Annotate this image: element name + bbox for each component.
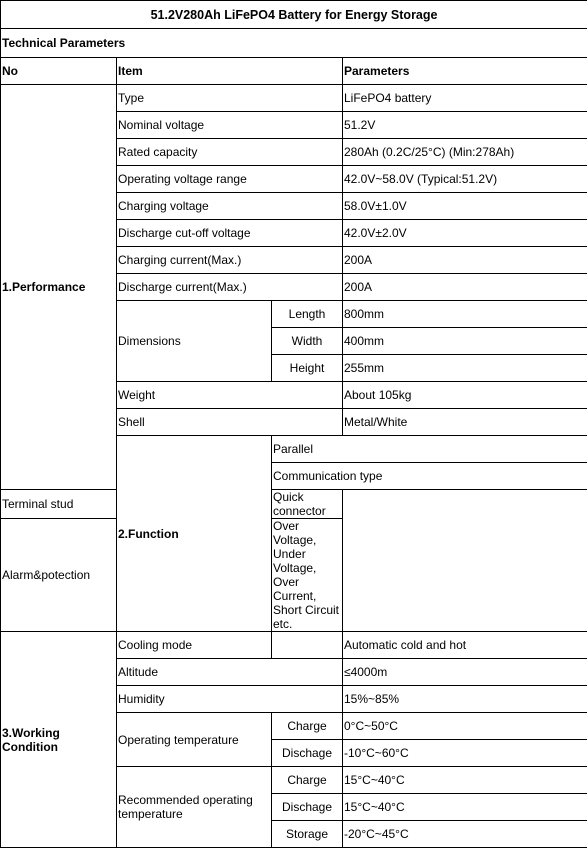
value-charging-voltage: 58.0V±1.0V [343,193,587,220]
value-terminal-stud: Quick connector [272,490,343,519]
item-rated-capacity: Rated capacity [117,139,343,166]
value-cooling-mode: Automatic cold and hot [343,632,587,659]
item-operating-temperature: Operating temperature [117,713,272,767]
group-function: 2.Function [117,436,272,632]
header-item: Item [117,58,343,85]
value-discharge-cutoff-voltage: 42.0V±2.0V [343,220,587,247]
subitem-operating-discharge: Dischage [272,740,343,767]
item-charging-voltage: Charging voltage [117,193,343,220]
value-discharge-current: 200A [343,274,587,301]
item-nominal-voltage: Nominal voltage [117,112,343,139]
value-recommended-charge: 15°C~40°C [343,767,587,794]
item-charging-current: Charging current(Max.) [117,247,343,274]
subitem-length: Length [272,301,343,328]
document-title: 51.2V280Ah LiFePO4 Battery for Energy Storage [1,1,587,29]
subitem-recommended-charge: Charge [272,767,343,794]
value-alarm-protection: Over Voltage, Under Voltage, Over Current, Short Circuit etc. [272,519,343,632]
value-type: LiFePO4 battery [343,85,587,112]
group-performance: 1.Performance [1,85,117,490]
value-nominal-voltage: 51.2V [343,112,587,139]
value-operating-discharge: -10°C~60°C [343,740,587,767]
item-cooling-mode: Cooling mode [117,632,272,659]
value-operating-charge: 0°C~50°C [343,713,587,740]
item-humidity: Humidity [117,686,343,713]
subitem-recommended-storage: Storage [272,821,343,848]
value-rated-capacity: 280Ah (0.2C/25°C) (Min:278Ah) [343,139,587,166]
item-discharge-current: Discharge current(Max.) [117,274,343,301]
value-height: 255mm [343,355,587,382]
value-recommended-storage: -20°C~45°C [343,821,587,848]
item-type: Type [117,85,343,112]
value-length: 800mm [343,301,587,328]
value-recommended-discharge: 15°C~40°C [343,794,587,821]
subitem-height: Height [272,355,343,382]
item-terminal-stud: Terminal stud [1,490,272,519]
item-recommended-temperature: Recommended operating temperature [117,767,272,848]
header-no: No [1,58,117,85]
item-communication-type: Communication type [272,463,587,490]
group-working-condition: 3.Working Condition [1,632,117,848]
subitem-cooling-mode-empty [272,632,343,659]
item-operating-voltage-range: Operating voltage range [117,166,343,193]
subitem-recommended-discharge: Dischage [272,794,343,821]
value-shell: Metal/White [343,409,587,436]
value-weight: About 105kg [343,382,587,409]
item-dimensions: Dimensions [117,301,272,382]
value-humidity: 15%~85% [343,686,587,713]
subitem-operating-charge: Charge [272,713,343,740]
value-operating-voltage-range: 42.0V~58.0V (Typical:51.2V) [343,166,587,193]
subitem-width: Width [272,328,343,355]
item-altitude: Altitude [117,659,343,686]
value-altitude: ≤4000m [343,659,587,686]
value-charging-current: 200A [343,247,587,274]
item-parallel: Parallel [272,436,587,463]
item-discharge-cutoff-voltage: Discharge cut-off voltage [117,220,343,247]
header-parameters: Parameters [343,58,587,85]
item-shell: Shell [117,409,343,436]
section-heading: Technical Parameters [1,29,587,58]
value-width: 400mm [343,328,587,355]
item-alarm-protection: Alarm&potection [1,519,272,632]
item-weight: Weight [117,382,343,409]
